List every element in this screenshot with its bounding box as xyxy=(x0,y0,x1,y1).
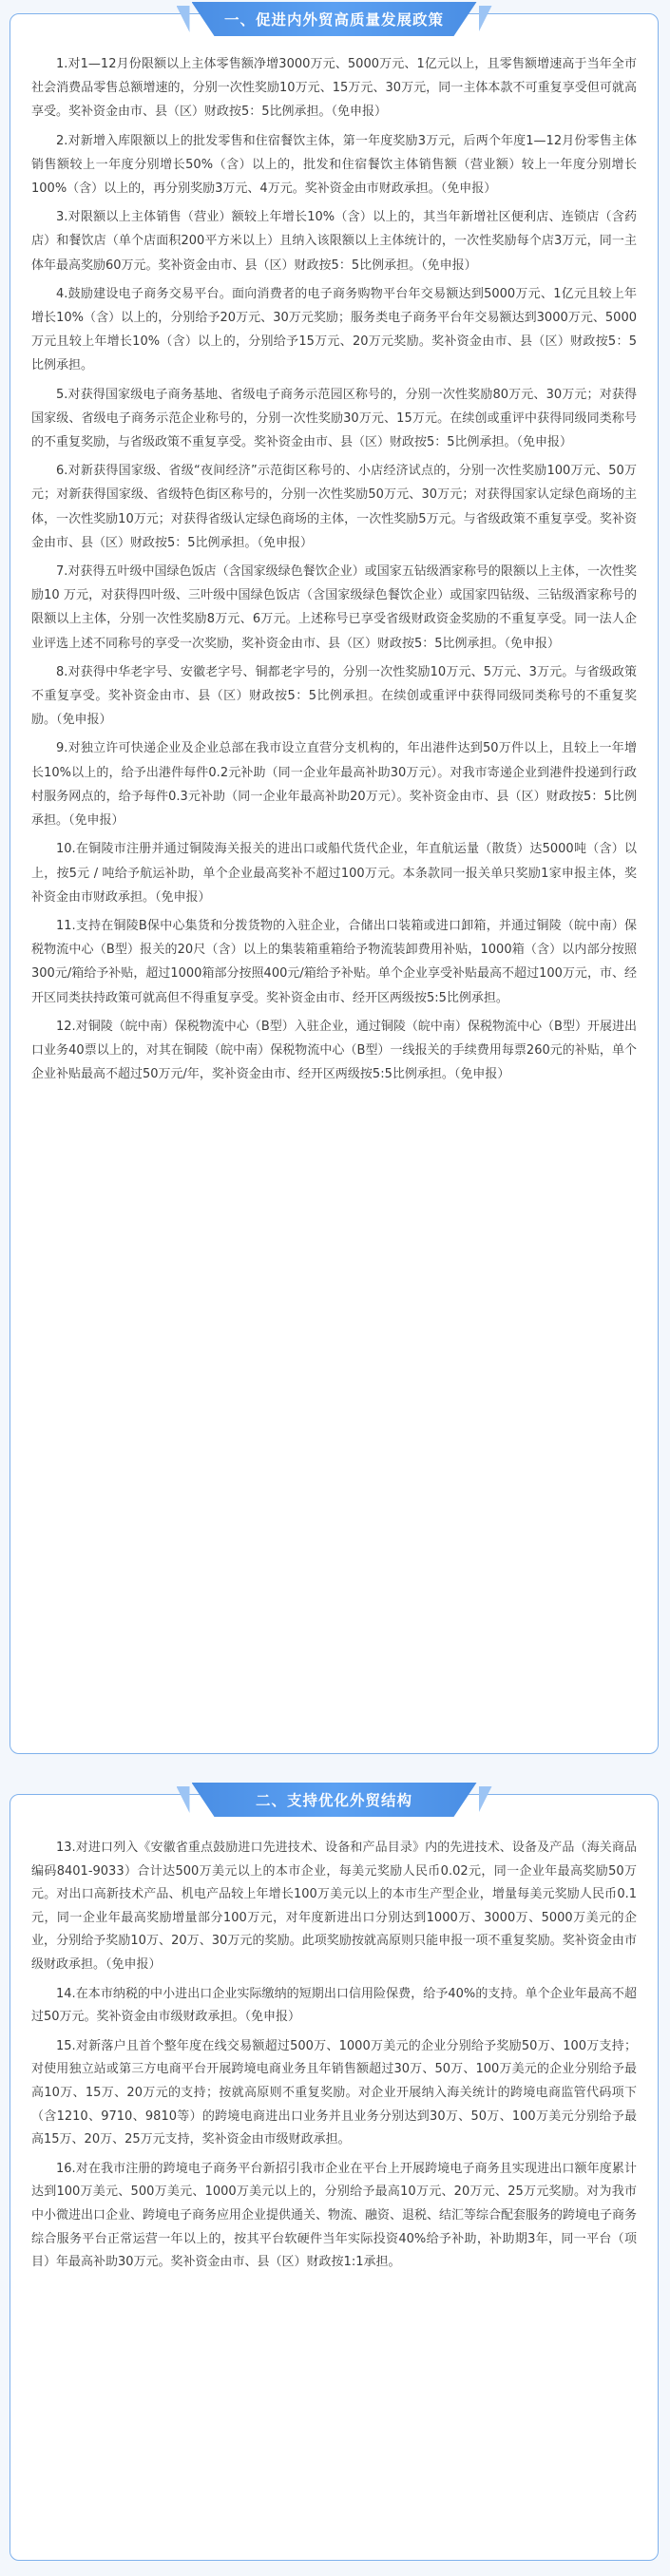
policy-item-7: 7.对获得五叶级中国绿色饭店（含国家级绿色餐饮企业）或国家五钻级酒家称号的限额以上主体，一次性奖励10 万元，对获得四叶级、三叶级中国绿色饭店（含国家级绿色餐饮企业）或国家四钻级、三钻级酒家称号的限额以上主体，分别一次性奖励8万元、6万元。上述称号已享受省级财政资金奖励的不重复享受。同一法人企业评选上述不同称号的享受一次奖励，奖补资金由市、县（区）财政按5：5比例承担。（免申报） xyxy=(31,564,637,651)
section-card-foreign-trade-structure xyxy=(10,1794,659,2561)
header-left-wing xyxy=(177,6,190,32)
policy-item-3: 3.对限额以上主体销售（营业）额较上年增长10%（含）以上的，其当年新增社区便利店、连锁店（含药店）和餐饮店（单个店面积200平方米以上）且纳入该限额以上主体统计的，一次性奖励每个店3万元，同一主体年最高奖励60万元。奖补资金由市、县（区）财政按5：5比例承担。（免申报） xyxy=(31,210,637,273)
header-right-wing xyxy=(479,6,492,32)
policy-item-16: 16.对在我市注册的跨境电子商务平台新招引我市企业在平台上开展跨境电子商务且实现进出口额年度累计达到100万美元、500万美元、1000万美元以上的，分别给予最高10万元、20万元、25万元奖励。对为我市中小微进出口企业、跨境电子商务应用企业提供通关、物流、融资、退税、结汇等综合配套服务的跨境电子商务综合服务平台正常运营一年以上的，按其平台软硬件当年实际投资40%给予补助，补助期3年，同一平台（项目）年最高补助30万元。奖补资金由市、县（区）财政按1:1承担。 xyxy=(31,2161,638,2270)
policy-item-4: 4.鼓励建设电子商务交易平台。面向消费者的电子商务购物平台年交易额达到5000万元、1亿元且较上年增长10%（含）以上的，分别给予20万元、30万元奖励；服务类电子商务平台年交易额达到3000万元、5000万元且较上年增长10%（含）以上的，分别给予15万元、20万元奖励。奖补资金由市、县（区）财政按5：5比例承担。 xyxy=(31,286,637,373)
policy-item-11: 11.支持在铜陵B保中心集货和分拨货物的入驻企业，合储出口装箱或进口卸箱，并通过铜陵（皖中南）保税物流中心（B型）报关的20尺（含）以上的集装箱重箱给予物流装卸费用补贴，1000箱（含）以内部分按照300元/箱给予补贴，超过1000箱部分按照400元/箱给予补贴。单个企业享受补贴最高不超过100万元，市、经开区同类扶持政策可就高但不得重复享受。奖补资金由市、经开区两级按5:5比例承担。 xyxy=(31,918,637,1005)
policy-item-15: 15.对新落户且首个整年度在线交易额超过500万、1000万美元的企业分别给予奖励50万、100万支持；对使用独立站或第三方电商平台开展跨境电商业务且年销售额超过30万、50万、100万美元的企业分别给予最高10万、15万、20万元的支持；按就高原则不重复奖励。对企业开展纳入海关统计的跨境电商监管代码项下（含1210、9710、9810等）的跨境电商进出口业务并且业务分别达到30万、50万、100万美元分别给予最高15万、20万、25万元支持，奖补资金由市级财政承担。 xyxy=(31,2038,637,2147)
section-header xyxy=(192,1783,477,1817)
section-title: 一、促进内外贸高质量发展政策 xyxy=(223,11,444,29)
header-right-wing xyxy=(479,1786,492,1813)
policy-item-14: 14.在本市纳税的中小进出口企业实际缴纳的短期出口信用险保费，给予40%的支持。单个企业年最高不超过50万元。奖补资金由市级财政承担。（免申报） xyxy=(31,1986,637,2025)
header-left-wing xyxy=(177,1786,190,1813)
section-title: 二、支持优化外贸结构 xyxy=(255,1792,412,1809)
section-card-domestic-foreign-trade xyxy=(10,13,659,1754)
section-header xyxy=(192,2,477,36)
policy-item-6: 6.对新获得国家级、省级“夜间经济”示范街区称号的、小店经济试点的，分别一次性奖励100万元、50万元；对新获得国家级、省级特色街区称号的，分别一次性奖励50万元、30万元；对获得国家认定绿色商场的主体，一次性奖励10万元；对获得省级认定绿色商场的主体，一次性奖励5万元。与省级政策不重复享受。奖补资金由市、县（区）财政按5：5比例承担。（免申报） xyxy=(31,464,637,550)
policy-item-1: 1.对1—12月份限额以上主体零售额净增3000万元、5000万元、1亿元以上，且零售额增速高于当年全市社会消费品零售总额增速的，分别一次性奖励10万元、15万元、30万元，同一主体本款不可重复享受但可就高享受。奖补资金由市、县（区）财政按5：5比例承担。（免申报） xyxy=(31,57,637,120)
policy-item-13: 13.对进口列入《安徽省重点鼓励进口先进技术、设备和产品目录》内的先进技术、设备及产品（海关商品编码8401-9033）合计达500万美元以上的本市企业，每美元奖励人民币0.02元，同一企业年最高奖励50万元。对出口高新技术产品、机电产品较上年增长100万美元以上的本市生产型企业，增量每美元奖励人民币0.1元，同一企业年最高奖励增量部分100万元，对年度新进出口分别达到1000万、3000万、5000万美元的企业，分别给予奖励10万、20万、30万元的奖励。此项奖励按就高原则只能申报一项不重复奖励。奖补资金由市级财政承担。（免申报） xyxy=(31,1841,637,1972)
policy-item-10: 10.在铜陵市注册并通过铜陵海关报关的进出口或船代货代企业，年直航运量（散货）达5000吨（含）以上，按5元 / 吨给予航运补助，单个企业最高奖补不超过100万元。本条款同一报关单只奖励1家申报主体，奖补资金由市财政承担。（免申报） xyxy=(31,842,637,905)
policy-item-5: 5.对获得国家级电子商务基地、省级电子商务示范园区称号的，分别一次性奖励80万元、30万元；对获得国家级、省级电子商务示范企业称号的，分别一次性奖励30万元、15万元。在续创或重评中获得同级同类称号的不重复奖励，与省级政策不重复享受。奖补资金由市、县（区）财政按5：5比例承担。（免申报） xyxy=(31,387,637,450)
policy-item-2: 2.对新增入库限额以上的批发零售和住宿餐饮主体，第一年度奖励3万元，后两个年度1—12月份零售主体销售额较上一年度分别增长50%（含）以上的，批发和住宿餐饮主体销售额（营业额）较上一年度分别增长100%（含）以上的，再分别奖励3万元、4万元。奖补资金由市财政承担。（免申报） xyxy=(31,133,637,197)
policy-item-9: 9.对独立许可快递企业及企业总部在我市设立直营分支机构的，年出港件达到50万件以上，且较上一年增长10%以上的，给予出港件每件0.2元补助（同一企业年最高补助30万元）。对我市寄递企业到港件投递到行政村服务网点的，给予每件0.3元补助（同一企业年最高补助20万元）。奖补资金由市、县（区）财政按5：5比例承担。（免申报） xyxy=(31,741,637,829)
section-body xyxy=(31,52,637,1091)
policy-item-12: 12.对铜陵（皖中南）保税物流中心（B型）入驻企业，通过铜陵（皖中南）保税物流中心（B型）开展进出口业务40票以上的，对其在铜陵（皖中南）保税物流中心（B型）一线报关的手续费用每票260元的补贴，单个企业补贴最高不超过50万元/年，奖补资金由市、经开区两级按5:5比例承担。（免申报） xyxy=(31,1019,637,1082)
section-body xyxy=(31,1837,637,2280)
policy-item-8: 8.对获得中华老字号、安徽老字号、铜都老字号的，分别一次性奖励10万元、5万元、3万元。与省级政策不重复享受。奖补资金由市、县（区）财政按5：5比例承担。在续创或重评中获得同级同类称号的不重复奖励。（免申报） xyxy=(31,664,637,728)
